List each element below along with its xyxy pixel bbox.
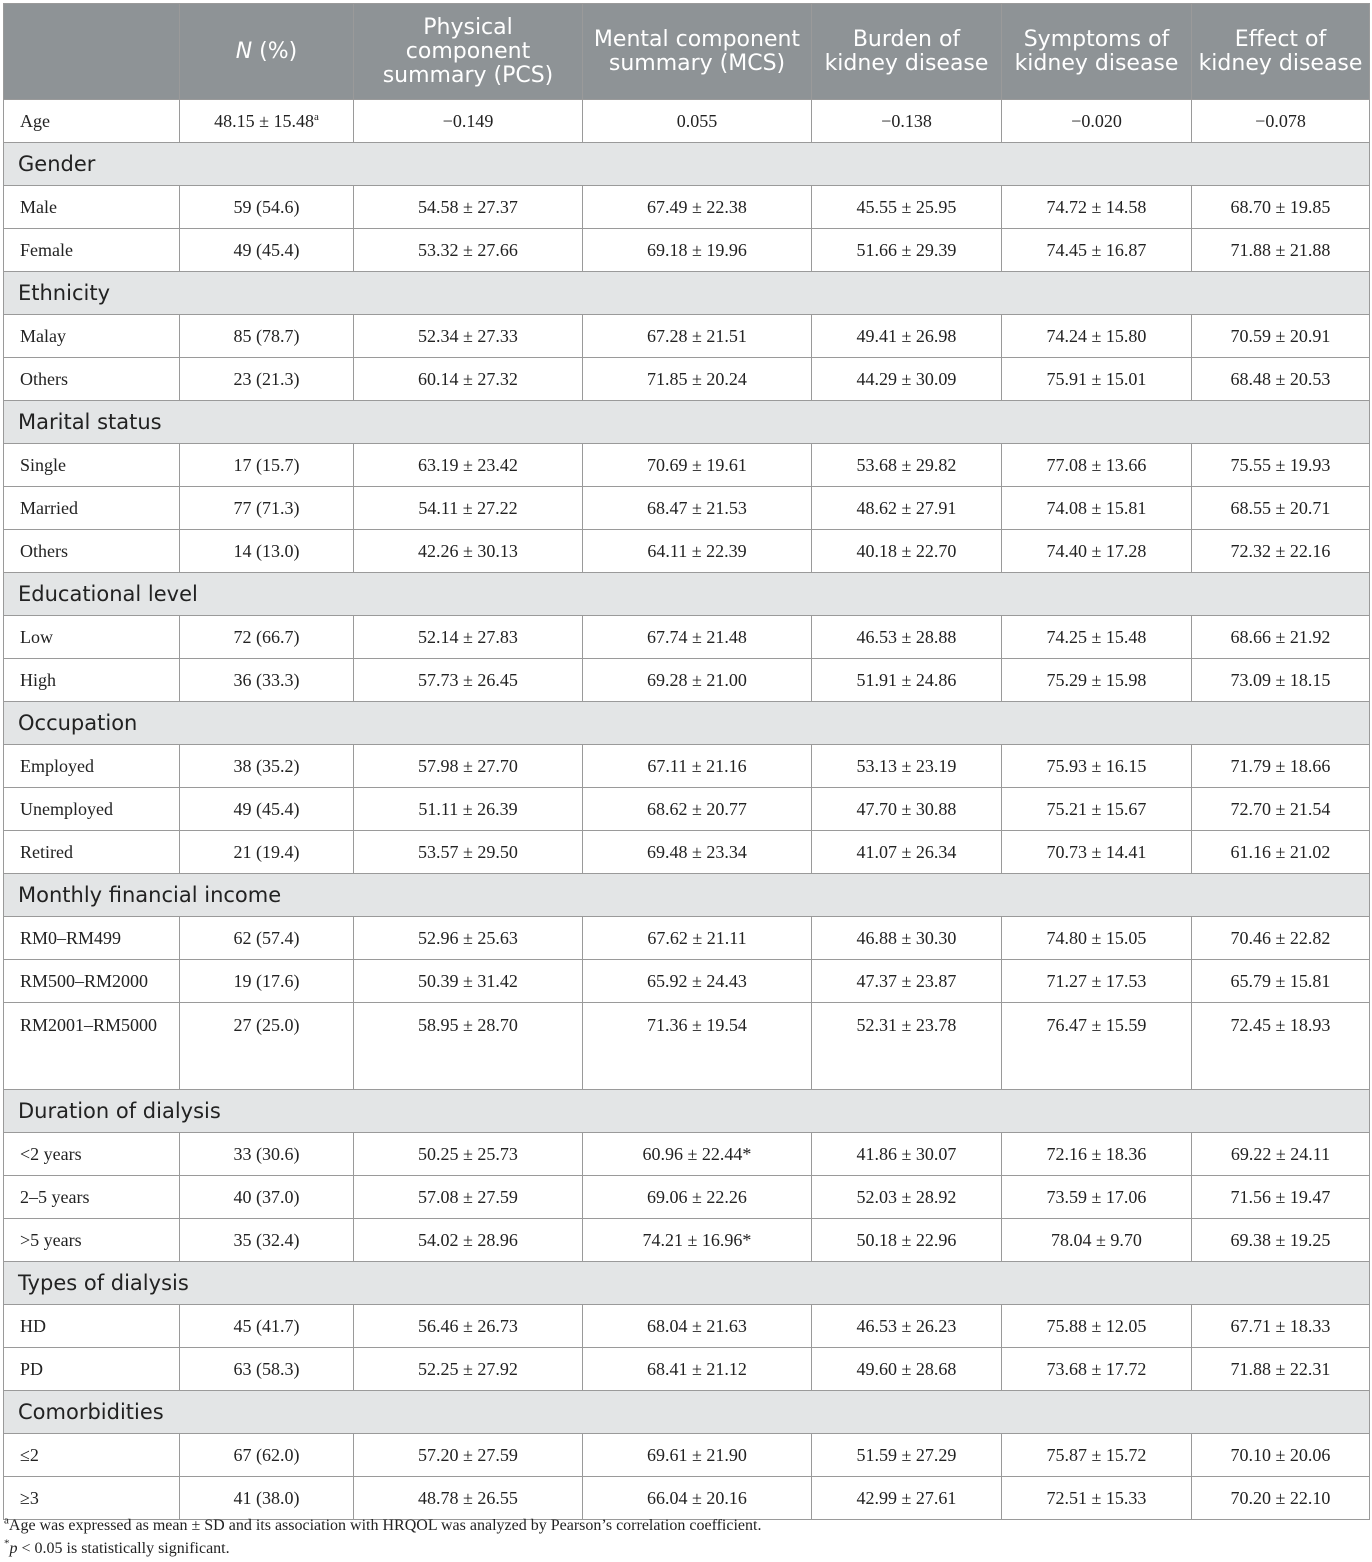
cell-burden: 45.55 ± 25.95	[812, 186, 1002, 229]
cell-pcs: 53.57 ± 29.50	[354, 831, 583, 874]
cell-pcs: 57.73 ± 26.45	[354, 659, 583, 702]
cell-symptoms: 72.16 ± 18.36	[1002, 1133, 1192, 1176]
cell-symptoms: 74.80 ± 15.05	[1002, 917, 1192, 960]
cell-label: <2 years	[4, 1133, 180, 1176]
cell-pcs: 57.08 ± 27.59	[354, 1176, 583, 1219]
header-n-symbol: N	[235, 38, 253, 64]
cell-n: 63 (58.3)	[180, 1348, 354, 1391]
table-footnotes	[4, 1514, 1366, 1560]
cell-effect: 68.55 ± 20.71	[1192, 487, 1370, 530]
header-n	[180, 4, 354, 100]
cell-burden: 44.29 ± 30.09	[812, 358, 1002, 401]
cell-pcs: 56.46 ± 26.73	[354, 1305, 583, 1348]
cell-pcs: 51.11 ± 26.39	[354, 788, 583, 831]
cell-burden: 51.91 ± 24.86	[812, 659, 1002, 702]
age-burden: −0.138	[812, 100, 1002, 143]
cell-burden: 50.18 ± 22.96	[812, 1219, 1002, 1262]
cell-n: 72 (66.7)	[180, 616, 354, 659]
cell-burden: 53.13 ± 23.19	[812, 745, 1002, 788]
table-row	[4, 530, 1370, 573]
table-row	[4, 960, 1370, 1003]
table-row	[4, 315, 1370, 358]
cell-mcs: 71.36 ± 19.54	[583, 1003, 812, 1090]
cell-burden: 41.07 ± 26.34	[812, 831, 1002, 874]
age-n-value: 48.15 ± 15.48	[214, 110, 314, 131]
cell-label: ≥3	[4, 1477, 180, 1520]
cell-label: Others	[4, 530, 180, 573]
group-title: Marital status	[4, 401, 1370, 444]
cell-label: RM2001–RM5000	[4, 1003, 180, 1090]
table-row	[4, 186, 1370, 229]
cell-effect: 70.59 ± 20.91	[1192, 315, 1370, 358]
footnote-p-variable: p	[9, 1540, 18, 1557]
cell-pcs: 52.25 ± 27.92	[354, 1348, 583, 1391]
cell-n: 45 (41.7)	[180, 1305, 354, 1348]
header-effect: Effect of kidney disease	[1192, 4, 1370, 100]
group-header-row	[4, 874, 1370, 917]
cell-mcs: 67.28 ± 21.51	[583, 315, 812, 358]
footnote-star-mark: *	[4, 1537, 10, 1550]
footnote-star-text: < 0.05 is statistically significant.	[17, 1540, 230, 1557]
cell-burden: 47.37 ± 23.87	[812, 960, 1002, 1003]
table-header	[4, 4, 1370, 100]
cell-mcs: 69.18 ± 19.96	[583, 229, 812, 272]
cell-mcs: 69.61 ± 21.90	[583, 1434, 812, 1477]
header-symptoms: Symptoms of kidney disease	[1002, 4, 1192, 100]
cell-n: 19 (17.6)	[180, 960, 354, 1003]
table-row	[4, 659, 1370, 702]
cell-pcs: 52.96 ± 25.63	[354, 917, 583, 960]
cell-n: 41 (38.0)	[180, 1477, 354, 1520]
cell-mcs: 67.11 ± 21.16	[583, 745, 812, 788]
cell-pcs: 58.95 ± 28.70	[354, 1003, 583, 1090]
cell-mcs: 68.41 ± 21.12	[583, 1348, 812, 1391]
cell-symptoms: 76.47 ± 15.59	[1002, 1003, 1192, 1090]
cell-burden: 46.53 ± 28.88	[812, 616, 1002, 659]
table-row	[4, 1003, 1370, 1090]
cell-mcs: 69.06 ± 22.26	[583, 1176, 812, 1219]
cell-burden: 41.86 ± 30.07	[812, 1133, 1002, 1176]
age-symptoms: −0.020	[1002, 100, 1192, 143]
group-title: Comorbidities	[4, 1391, 1370, 1434]
group-header-row	[4, 573, 1370, 616]
cell-effect: 69.22 ± 24.11	[1192, 1133, 1370, 1176]
cell-effect: 71.56 ± 19.47	[1192, 1176, 1370, 1219]
group-title: Occupation	[4, 702, 1370, 745]
cell-effect: 70.46 ± 22.82	[1192, 917, 1370, 960]
cell-n: 36 (33.3)	[180, 659, 354, 702]
table-row	[4, 1176, 1370, 1219]
group-header-row	[4, 702, 1370, 745]
hrqol-table	[3, 3, 1370, 1520]
header-n-suffix: (%)	[252, 38, 298, 64]
cell-effect: 73.09 ± 18.15	[1192, 659, 1370, 702]
table-row	[4, 229, 1370, 272]
group-title: Ethnicity	[4, 272, 1370, 315]
cell-n: 77 (71.3)	[180, 487, 354, 530]
cell-n: 14 (13.0)	[180, 530, 354, 573]
group-header-row	[4, 1262, 1370, 1305]
cell-n: 67 (62.0)	[180, 1434, 354, 1477]
cell-pcs: 50.39 ± 31.42	[354, 960, 583, 1003]
cell-burden: 46.88 ± 30.30	[812, 917, 1002, 960]
cell-mcs: 68.47 ± 21.53	[583, 487, 812, 530]
cell-pcs: 54.58 ± 27.37	[354, 186, 583, 229]
cell-n: 49 (45.4)	[180, 788, 354, 831]
cell-label: Others	[4, 358, 180, 401]
cell-pcs: 57.20 ± 27.59	[354, 1434, 583, 1477]
cell-pcs: 52.34 ± 27.33	[354, 315, 583, 358]
cell-burden: 52.31 ± 23.78	[812, 1003, 1002, 1090]
cell-burden: 42.99 ± 27.61	[812, 1477, 1002, 1520]
cell-n: 21 (19.4)	[180, 831, 354, 874]
cell-mcs: 74.21 ± 16.96*	[583, 1219, 812, 1262]
cell-effect: 68.48 ± 20.53	[1192, 358, 1370, 401]
cell-effect: 69.38 ± 19.25	[1192, 1219, 1370, 1262]
cell-n: 85 (78.7)	[180, 315, 354, 358]
cell-n: 49 (45.4)	[180, 229, 354, 272]
cell-effect: 75.55 ± 19.93	[1192, 444, 1370, 487]
cell-label: Employed	[4, 745, 180, 788]
cell-n: 23 (21.3)	[180, 358, 354, 401]
cell-effect: 67.71 ± 18.33	[1192, 1305, 1370, 1348]
table-row	[4, 917, 1370, 960]
cell-burden: 53.68 ± 29.82	[812, 444, 1002, 487]
cell-symptoms: 75.21 ± 15.67	[1002, 788, 1192, 831]
age-n-sup: a	[314, 110, 319, 123]
cell-n: 33 (30.6)	[180, 1133, 354, 1176]
cell-symptoms: 77.08 ± 13.66	[1002, 444, 1192, 487]
table-row	[4, 444, 1370, 487]
cell-symptoms: 70.73 ± 14.41	[1002, 831, 1192, 874]
cell-mcs: 66.04 ± 20.16	[583, 1477, 812, 1520]
cell-symptoms: 78.04 ± 9.70	[1002, 1219, 1192, 1262]
cell-label: Unemployed	[4, 788, 180, 831]
cell-symptoms: 73.59 ± 17.06	[1002, 1176, 1192, 1219]
cell-n: 17 (15.7)	[180, 444, 354, 487]
cell-label: RM500–RM2000	[4, 960, 180, 1003]
cell-n: 38 (35.2)	[180, 745, 354, 788]
group-title: Educational level	[4, 573, 1370, 616]
age-mcs: 0.055	[583, 100, 812, 143]
cell-burden: 49.60 ± 28.68	[812, 1348, 1002, 1391]
cell-label: Female	[4, 229, 180, 272]
cell-mcs: 67.49 ± 22.38	[583, 186, 812, 229]
cell-effect: 70.20 ± 22.10	[1192, 1477, 1370, 1520]
cell-mcs: 60.96 ± 22.44*	[583, 1133, 812, 1176]
header-burden: Burden of kidney disease	[812, 4, 1002, 100]
group-title: Gender	[4, 143, 1370, 186]
cell-mcs: 67.62 ± 21.11	[583, 917, 812, 960]
cell-pcs: 54.11 ± 27.22	[354, 487, 583, 530]
cell-symptoms: 75.29 ± 15.98	[1002, 659, 1192, 702]
table-row	[4, 1348, 1370, 1391]
cell-symptoms: 74.45 ± 16.87	[1002, 229, 1192, 272]
cell-pcs: 42.26 ± 30.13	[354, 530, 583, 573]
cell-n: 62 (57.4)	[180, 917, 354, 960]
footnote-a-text: Age was expressed as mean ± SD and its association with HRQOL was analyzed by Pearson’s correlation coefficient.	[8, 1517, 762, 1534]
group-header-row	[4, 1391, 1370, 1434]
cell-label: High	[4, 659, 180, 702]
cell-burden: 49.41 ± 26.98	[812, 315, 1002, 358]
cell-n: 40 (37.0)	[180, 1176, 354, 1219]
cell-mcs: 67.74 ± 21.48	[583, 616, 812, 659]
table-row	[4, 487, 1370, 530]
cell-burden: 47.70 ± 30.88	[812, 788, 1002, 831]
cell-symptoms: 74.25 ± 15.48	[1002, 616, 1192, 659]
footnote-a-mark: a	[4, 1514, 9, 1527]
cell-mcs: 64.11 ± 22.39	[583, 530, 812, 573]
cell-effect: 72.32 ± 22.16	[1192, 530, 1370, 573]
age-row	[4, 100, 1370, 143]
cell-burden: 46.53 ± 26.23	[812, 1305, 1002, 1348]
age-effect: −0.078	[1192, 100, 1370, 143]
header-blank	[4, 4, 180, 100]
cell-burden: 51.59 ± 27.29	[812, 1434, 1002, 1477]
cell-mcs: 71.85 ± 20.24	[583, 358, 812, 401]
cell-label: 2–5 years	[4, 1176, 180, 1219]
cell-pcs: 63.19 ± 23.42	[354, 444, 583, 487]
cell-symptoms: 75.91 ± 15.01	[1002, 358, 1192, 401]
cell-burden: 40.18 ± 22.70	[812, 530, 1002, 573]
cell-symptoms: 74.24 ± 15.80	[1002, 315, 1192, 358]
table-row	[4, 1434, 1370, 1477]
cell-label: Male	[4, 186, 180, 229]
cell-effect: 71.88 ± 21.88	[1192, 229, 1370, 272]
cell-label: Low	[4, 616, 180, 659]
group-header-row	[4, 143, 1370, 186]
table-row	[4, 358, 1370, 401]
cell-n: 59 (54.6)	[180, 186, 354, 229]
group-title: Monthly financial income	[4, 874, 1370, 917]
cell-effect: 61.16 ± 21.02	[1192, 831, 1370, 874]
table-row	[4, 616, 1370, 659]
cell-pcs: 60.14 ± 27.32	[354, 358, 583, 401]
cell-effect: 71.88 ± 22.31	[1192, 1348, 1370, 1391]
cell-mcs: 70.69 ± 19.61	[583, 444, 812, 487]
cell-symptoms: 75.88 ± 12.05	[1002, 1305, 1192, 1348]
footnote-a	[4, 1514, 1366, 1537]
cell-symptoms: 74.40 ± 17.28	[1002, 530, 1192, 573]
table-row	[4, 1133, 1370, 1176]
group-title: Types of dialysis	[4, 1262, 1370, 1305]
cell-label: Single	[4, 444, 180, 487]
cell-symptoms: 74.08 ± 15.81	[1002, 487, 1192, 530]
cell-pcs: 57.98 ± 27.70	[354, 745, 583, 788]
cell-effect: 71.79 ± 18.66	[1192, 745, 1370, 788]
cell-label: RM0–RM499	[4, 917, 180, 960]
cell-mcs: 69.48 ± 23.34	[583, 831, 812, 874]
table-row	[4, 788, 1370, 831]
cell-pcs: 50.25 ± 25.73	[354, 1133, 583, 1176]
cell-mcs: 69.28 ± 21.00	[583, 659, 812, 702]
cell-label: >5 years	[4, 1219, 180, 1262]
cell-effect: 72.70 ± 21.54	[1192, 788, 1370, 831]
cell-n: 35 (32.4)	[180, 1219, 354, 1262]
header-mcs: Mental component summary (MCS)	[583, 4, 812, 100]
cell-label: Married	[4, 487, 180, 530]
cell-mcs: 65.92 ± 24.43	[583, 960, 812, 1003]
table-body	[4, 100, 1370, 1520]
cell-n: 27 (25.0)	[180, 1003, 354, 1090]
cell-effect: 68.66 ± 21.92	[1192, 616, 1370, 659]
table-row	[4, 831, 1370, 874]
header-pcs: Physical component summary (PCS)	[354, 4, 583, 100]
cell-label: PD	[4, 1348, 180, 1391]
cell-effect: 65.79 ± 15.81	[1192, 960, 1370, 1003]
cell-mcs: 68.62 ± 20.77	[583, 788, 812, 831]
age-label: Age	[4, 100, 180, 143]
cell-symptoms: 71.27 ± 17.53	[1002, 960, 1192, 1003]
table-row	[4, 1219, 1370, 1262]
cell-pcs: 54.02 ± 28.96	[354, 1219, 583, 1262]
cell-label: Malay	[4, 315, 180, 358]
cell-effect: 72.45 ± 18.93	[1192, 1003, 1370, 1090]
cell-effect: 70.10 ± 20.06	[1192, 1434, 1370, 1477]
cell-label: ≤2	[4, 1434, 180, 1477]
group-header-row	[4, 1090, 1370, 1133]
group-header-row	[4, 401, 1370, 444]
cell-pcs: 53.32 ± 27.66	[354, 229, 583, 272]
cell-mcs: 68.04 ± 21.63	[583, 1305, 812, 1348]
cell-burden: 48.62 ± 27.91	[812, 487, 1002, 530]
cell-effect: 68.70 ± 19.85	[1192, 186, 1370, 229]
cell-pcs: 48.78 ± 26.55	[354, 1477, 583, 1520]
group-header-row	[4, 272, 1370, 315]
cell-symptoms: 74.72 ± 14.58	[1002, 186, 1192, 229]
cell-symptoms: 75.93 ± 16.15	[1002, 745, 1192, 788]
age-pcs: −0.149	[354, 100, 583, 143]
group-title: Duration of dialysis	[4, 1090, 1370, 1133]
table-row	[4, 745, 1370, 788]
table-row	[4, 1305, 1370, 1348]
cell-label: Retired	[4, 831, 180, 874]
cell-burden: 51.66 ± 29.39	[812, 229, 1002, 272]
cell-pcs: 52.14 ± 27.83	[354, 616, 583, 659]
cell-symptoms: 72.51 ± 15.33	[1002, 1477, 1192, 1520]
cell-symptoms: 75.87 ± 15.72	[1002, 1434, 1192, 1477]
age-n	[180, 100, 354, 143]
cell-symptoms: 73.68 ± 17.72	[1002, 1348, 1192, 1391]
cell-label: HD	[4, 1305, 180, 1348]
footnote-star	[4, 1537, 1366, 1560]
cell-burden: 52.03 ± 28.92	[812, 1176, 1002, 1219]
